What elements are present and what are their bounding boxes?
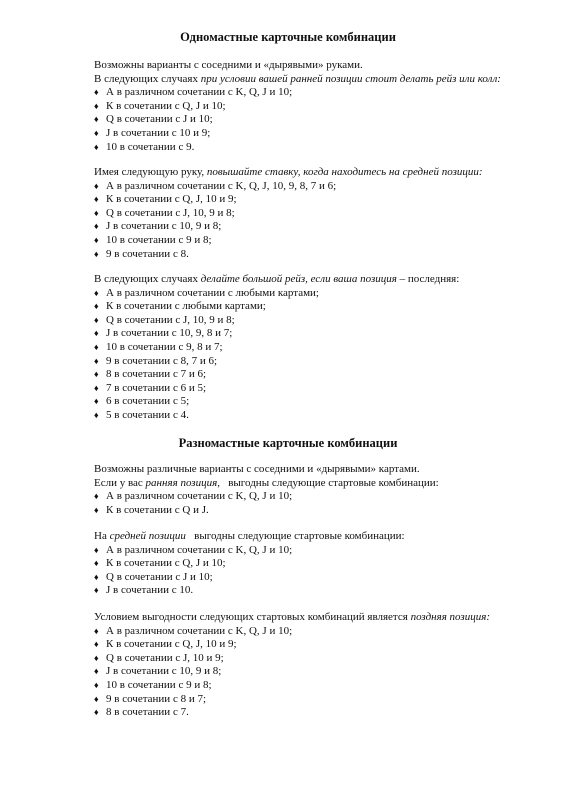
list-item: ♦ 6 в сочетании с 5; bbox=[94, 395, 190, 408]
list-item: ♦ J в сочетании с 10. bbox=[94, 584, 194, 597]
list-item: ♦ Q в сочетании с J, 10 и 9; bbox=[94, 651, 224, 664]
paragraph-offsuit-early bbox=[94, 463, 564, 517]
diamond-bullet-icon: ♦ bbox=[94, 180, 99, 191]
list-item: ♦ J в сочетании с 10, 9 и 8; bbox=[94, 220, 222, 233]
diamond-bullet-icon: ♦ bbox=[94, 382, 99, 393]
section-title-offsuit: Разномастные карточные комбинации bbox=[178, 436, 398, 450]
diamond-bullet-icon: ♦ bbox=[94, 504, 99, 515]
diamond-bullet-icon: ♦ bbox=[94, 693, 99, 704]
list-item: ♦ 10 в сочетании с 9 и 8; bbox=[94, 233, 212, 246]
diamond-bullet-icon: ♦ bbox=[94, 141, 99, 152]
diamond-bullet-icon: ♦ bbox=[94, 679, 99, 690]
diamond-bullet-icon: ♦ bbox=[94, 409, 99, 420]
paragraph-offsuit-middle bbox=[94, 530, 564, 598]
list-item: ♦ Q в сочетании с J, 10, 9 и 8; bbox=[94, 206, 235, 219]
list-item: ♦ Q в сочетании с J, 10, 9 и 8; bbox=[94, 313, 235, 326]
diamond-bullet-icon: ♦ bbox=[94, 544, 99, 555]
paragraph-lead: Условием выгодности следующих стартовых комбинаций является поздняя позиция: bbox=[94, 611, 490, 623]
list-item: ♦ Q в сочетании с J и 10; bbox=[94, 570, 213, 583]
paragraph-intro: Возможны варианты с соседними и «дырявыми» руками. bbox=[94, 59, 363, 71]
list-item: ♦ А в различном сочетании с K, Q, J и 10; bbox=[94, 624, 293, 637]
diamond-bullet-icon: ♦ bbox=[94, 491, 99, 502]
list-item: ♦ 9 в сочетании с 8, 7 и 6; bbox=[94, 354, 218, 367]
list-item: ♦ 10 в сочетании с 9 и 8; bbox=[94, 678, 212, 691]
list-item: ♦ К в сочетании с Q, J, 10 и 9; bbox=[94, 193, 237, 206]
paragraph-lead: Имея следующую руку, повышайте ставку, когда находитесь на средней позиции: bbox=[94, 166, 483, 178]
paragraph-lead: Если у вас ранняя позиция, выгодны следующие стартовые комбинации: bbox=[94, 476, 439, 489]
diamond-bullet-icon: ♦ bbox=[94, 652, 99, 663]
diamond-bullet-icon: ♦ bbox=[94, 234, 99, 245]
paragraph-lead: На средней позиции выгодны следующие стартовые комбинации: bbox=[94, 530, 405, 542]
paragraph-lead: В следующих случаях делайте большой рейз, если ваша позиция – последняя: bbox=[94, 273, 460, 285]
diamond-bullet-icon: ♦ bbox=[94, 207, 99, 218]
paragraph-suited-middle bbox=[94, 166, 564, 261]
list-item: ♦ 9 в сочетании с 8. bbox=[94, 247, 189, 260]
diamond-bullet-icon: ♦ bbox=[94, 287, 99, 298]
list-item: ♦ 7 в сочетании с 6 и 5; bbox=[94, 381, 207, 394]
diamond-bullet-icon: ♦ bbox=[94, 248, 99, 259]
diamond-bullet-icon: ♦ bbox=[94, 87, 99, 98]
diamond-bullet-icon: ♦ bbox=[94, 558, 99, 569]
list-item: ♦ 9 в сочетании с 8 и 7; bbox=[94, 692, 207, 705]
diamond-bullet-icon: ♦ bbox=[94, 355, 99, 366]
diamond-bullet-icon: ♦ bbox=[94, 666, 99, 677]
diamond-bullet-icon: ♦ bbox=[94, 221, 99, 232]
list-item: ♦ А в различном сочетании с K, Q, J, 10, 9, 8, 7 и 6; bbox=[94, 179, 337, 192]
list-item: ♦ J в сочетании с 10, 9, 8 и 7; bbox=[94, 327, 233, 340]
list-item: ♦ 10 в сочетании с 9. bbox=[94, 140, 195, 153]
list-item: ♦ К в сочетании с Q, J, 10 и 9; bbox=[94, 638, 237, 651]
diamond-bullet-icon: ♦ bbox=[94, 301, 99, 312]
section-title-suited: Одномастные карточные комбинации bbox=[180, 30, 396, 44]
diamond-bullet-icon: ♦ bbox=[94, 100, 99, 111]
paragraph-suited-early bbox=[94, 59, 564, 154]
diamond-bullet-icon: ♦ bbox=[94, 194, 99, 205]
diamond-bullet-icon: ♦ bbox=[94, 114, 99, 125]
diamond-bullet-icon: ♦ bbox=[94, 369, 99, 380]
paragraph-suited-late bbox=[94, 273, 564, 423]
list-item: ♦ 8 в сочетании с 7 и 6; bbox=[94, 368, 207, 381]
diamond-bullet-icon: ♦ bbox=[94, 571, 99, 582]
list-item: ♦ К в сочетании с Q и J. bbox=[94, 503, 209, 516]
list-item: ♦ К в сочетании с Q, J и 10; bbox=[94, 99, 226, 112]
diamond-bullet-icon: ♦ bbox=[94, 639, 99, 650]
list-item: ♦ А в различном сочетании с любыми картами; bbox=[94, 286, 319, 299]
diamond-bullet-icon: ♦ bbox=[94, 127, 99, 138]
diamond-bullet-icon: ♦ bbox=[94, 707, 99, 718]
diamond-bullet-icon: ♦ bbox=[94, 314, 99, 325]
list-item: ♦ Q в сочетании с J и 10; bbox=[94, 113, 213, 126]
list-item: ♦ 8 в сочетании с 7. bbox=[94, 706, 189, 719]
list-item: ♦ А в различном сочетании с K, Q, J и 10; bbox=[94, 490, 293, 503]
paragraph-lead: В следующих случаях при условии вашей ранней позиции стоит делать рейз или колл: bbox=[94, 72, 501, 85]
diamond-bullet-icon: ♦ bbox=[94, 396, 99, 407]
list-item: ♦ J в сочетании с 10, 9 и 8; bbox=[94, 665, 222, 678]
list-item: ♦ К в сочетании с Q, J и 10; bbox=[94, 557, 226, 570]
list-item: ♦ 5 в сочетании с 4. bbox=[94, 408, 189, 421]
diamond-bullet-icon: ♦ bbox=[94, 585, 99, 596]
diamond-bullet-icon: ♦ bbox=[94, 328, 99, 339]
list-item: ♦ J в сочетании с 10 и 9; bbox=[94, 126, 211, 139]
list-item: ♦ К в сочетании с любыми картами; bbox=[94, 300, 266, 313]
list-item: ♦ 10 в сочетании с 9, 8 и 7; bbox=[94, 340, 223, 353]
paragraph-offsuit-late bbox=[94, 611, 564, 720]
paragraph-intro: Возможны различные варианты с соседними и «дырявыми» картами. bbox=[94, 463, 420, 475]
list-item: ♦ А в различном сочетании с K, Q, J и 10; bbox=[94, 86, 293, 99]
list-item: ♦ А в различном сочетании с K, Q, J и 10; bbox=[94, 543, 293, 556]
diamond-bullet-icon: ♦ bbox=[94, 341, 99, 352]
diamond-bullet-icon: ♦ bbox=[94, 625, 99, 636]
